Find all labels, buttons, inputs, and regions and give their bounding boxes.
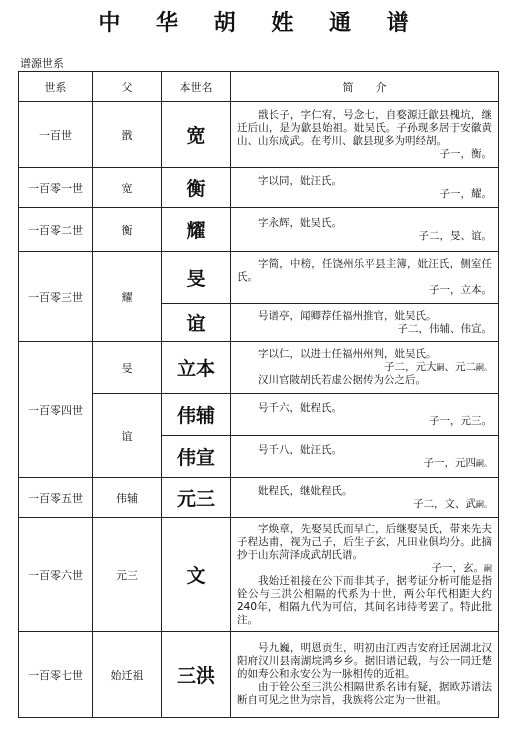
intro-text: 号谱亭，闻卿荐任福州推官，妣吴氏。: [258, 309, 437, 322]
intro-cell: [231, 342, 499, 394]
intro-cell: [231, 394, 499, 436]
generation-cell: 一百零七世: [19, 632, 93, 718]
intro-text: 号千八，妣汪氏。: [258, 443, 342, 456]
father-cell: 伟辅: [93, 478, 162, 518]
generation-cell: 一百零三世: [19, 252, 93, 342]
intro-text: 字焕章，先娶吴氏而早亡，后继娶吴氏，带来先夫子程达甫，视为己子，后生子玄，凡田业俱均分。此摘抄于山东菏泽成武胡氏谱。: [237, 522, 492, 561]
sons-text: 子一，耀。: [439, 187, 492, 200]
father-cell: 谊: [93, 394, 162, 478]
sons-note: 嗣。: [476, 499, 492, 509]
father-cell: 旻: [93, 342, 162, 394]
sons-text: [237, 361, 492, 374]
intro-cell: [231, 208, 499, 252]
intro-cell: [231, 252, 499, 304]
genealogy-table: [18, 71, 499, 718]
name-cell: 谊: [162, 304, 231, 342]
sons-mid: 、元二: [444, 361, 476, 373]
sons-text: 子一，衡。: [439, 147, 492, 160]
sons-note: 嗣: [436, 363, 445, 372]
intro-text: 字以同，妣汪氏。: [258, 174, 342, 187]
intro-text: 我始迁祖接在公下而非其子，据考证分析可能是指铨公与三洪公相隔的代系为十世，两公年代相距大约240年，相隔九代为可信，其间名讳待考罢了。特此批注。: [237, 574, 492, 626]
document-title: 中 华 胡 姓 通 谱: [98, 11, 423, 36]
father-cell: 衡: [93, 208, 162, 252]
sons-text: 子二，旻、谊。: [418, 229, 492, 242]
intro-cell: [231, 102, 499, 168]
intro-text: 戩长子，字仁宥，号念七，自婺源迁歙县槐坑，继迁后山，是为歙县始祖。妣吴氏。子孙现多居于安徽黄山、山东成武。在考川、歙县现多为明经胡。: [237, 108, 492, 147]
table-row: [19, 208, 499, 252]
name-cell: 耀: [162, 208, 231, 252]
intro-text: 妣程氏，继妣程氏。: [258, 484, 353, 497]
sons-text: 子一，立本。: [429, 284, 492, 296]
intro-text: 由于铨公至三洪公相隔世系名讳有疑，据欧苏谱法断自可见之世为宗旨，我族将公定为一世祖。: [237, 681, 492, 706]
sons-text: 子二，伟辅、伟宣。: [397, 322, 492, 335]
table-row: [19, 342, 499, 394]
father-cell: 宽: [93, 168, 162, 208]
intro-cell: [231, 632, 499, 718]
sons-main: 子二，文、武: [413, 497, 476, 510]
table-row: [19, 252, 499, 304]
table-row: [19, 168, 499, 208]
name-cell: 伟辅: [162, 394, 231, 436]
father-cell: 元三: [93, 518, 162, 632]
table-row: [19, 632, 499, 718]
name-cell: 衡: [162, 168, 231, 208]
table-row: [19, 102, 499, 168]
sons-note: 嗣。: [476, 363, 492, 372]
name-cell: 旻: [162, 252, 231, 304]
section-label: 谱源世系: [20, 57, 64, 70]
intro-text: 字永辉，妣吴氏。: [258, 216, 342, 229]
sons-main: 子一，玄。: [431, 561, 484, 574]
generation-cell: 一百零四世: [19, 342, 93, 478]
sons-note: 嗣。: [476, 458, 492, 468]
generation-cell: 一百零六世: [19, 518, 93, 632]
sons-main: 子一，元四: [423, 456, 476, 469]
sons-text: [237, 498, 492, 511]
generation-cell: 一百零一世: [19, 168, 93, 208]
table-row: [19, 478, 499, 518]
name-cell: 三洪: [162, 632, 231, 718]
table-row: [19, 518, 499, 632]
sons-text: [237, 562, 492, 575]
generation-cell: 一百零二世: [19, 208, 93, 252]
intro-cell: [231, 478, 499, 518]
father-cell: 戩: [93, 102, 162, 168]
table-header-row: [19, 72, 499, 102]
name-cell: 文: [162, 518, 231, 632]
generation-cell: 一百世: [19, 102, 93, 168]
name-cell: 元三: [162, 478, 231, 518]
father-cell: 耀: [93, 252, 162, 342]
header-intro: 简 介: [231, 72, 499, 102]
father-cell: 始迁祖: [93, 632, 162, 718]
note-text: 汉川官陂胡氏若虚公据传为公之后。: [258, 374, 426, 386]
header-generation: 世系: [19, 72, 93, 102]
intro-cell: [231, 168, 499, 208]
intro-cell: [231, 304, 499, 342]
name-cell: 宽: [162, 102, 231, 168]
name-cell: 伟宣: [162, 436, 231, 478]
sons-text: 子一，元三。: [429, 414, 492, 427]
header-name: 本世名: [162, 72, 231, 102]
intro-text: 号千六，妣程氏。: [258, 401, 342, 414]
sons-text: [237, 457, 492, 470]
sons-note: 嗣: [484, 563, 492, 573]
header-father: 父: [93, 72, 162, 102]
name-cell: 立本: [162, 342, 231, 394]
generation-cell: 一百零五世: [19, 478, 93, 518]
sons-main: 子二，元大: [384, 361, 437, 373]
intro-text: 字简，中榜，任饶州乐平县主簿，妣汪氏，侧室任氏。: [237, 258, 492, 283]
intro-text: 字以仁，以进士任福州州判，妣吴氏。: [258, 348, 437, 360]
intro-cell: [231, 436, 499, 478]
intro-text: 号九巍，明恩贡生，明初由江西吉安府迁居湖北汉阳府汉川县南湖垸鸿乡乡。据旧谱记载，与公一同迁楚的如寿公和永安公为一脉相传的近祖。: [237, 642, 492, 680]
intro-cell: [231, 518, 499, 632]
